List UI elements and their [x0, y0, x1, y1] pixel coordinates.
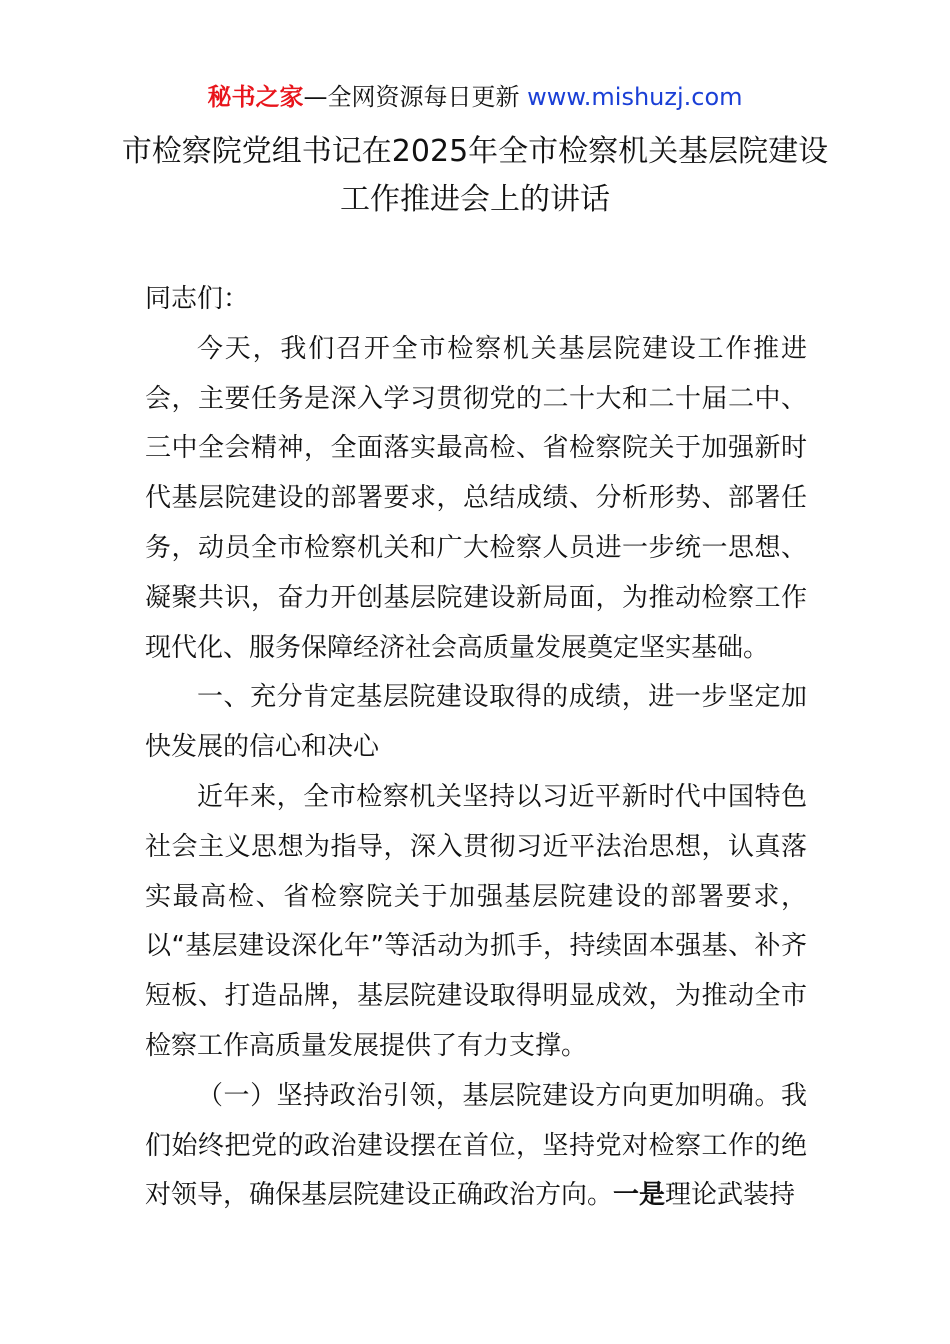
paragraph-political-guidance	[145, 1072, 807, 1221]
brand-name: 秘书之家	[207, 83, 304, 111]
paragraph-achievements: 近年来，全市检察机关坚持以习近平新时代中国特色社会主义思想为指导，深入贯彻习近平法治思想，认真落实最高检、省检察院关于加强基层院建设的部署要求，以“基层建设深化年”等活动为抓手，持续固本强基、补齐短板、打造品牌，基层院建设取得明显成效，为推动全市检察工作高质量发展提供了有力支撑。	[145, 781, 807, 1061]
salutation: 同志们：	[145, 284, 250, 314]
site-url-link[interactable]: www.mishuzj.com	[527, 83, 743, 111]
paragraph-intro: 今天，我们召开全市检察机关基层院建设工作推进会，主要任务是深入学习贯彻党的二十大和二十届二中、三中全会精神，全面落实最高检、省检察院关于加强新时代基层院建设的部署要求，总结成绩、分析形势、部署任务，动员全市检察机关和广大检察人员进一步统一思想、凝聚共识，奋力开创基层院建设新局面，为推动检察工作现代化、服务保障经济社会高质量发展奠定坚实基础。	[145, 333, 807, 663]
section-heading-1: 一、充分肯定基层院建设取得的成绩，进一步坚定加快发展的信心和决心	[145, 682, 807, 763]
document-body	[145, 275, 807, 1221]
document-title: 市检察院党组书记在2025年全市检察机关基层院建设工作推进会上的讲话	[121, 134, 829, 217]
header-tagline: —全网资源每日更新	[303, 83, 520, 111]
paragraph-tail-text: 理论武装持	[665, 1180, 796, 1211]
paragraph-lead-text: （一）坚持政治引领，基层院建设方向更加明确。我们始终把党的政治建设摆在首位，坚持党对检察工作的绝对领导，确保基层院建设正确政治方向。	[145, 1080, 807, 1211]
site-header	[0, 80, 950, 114]
bold-marker: 一是	[613, 1180, 666, 1211]
